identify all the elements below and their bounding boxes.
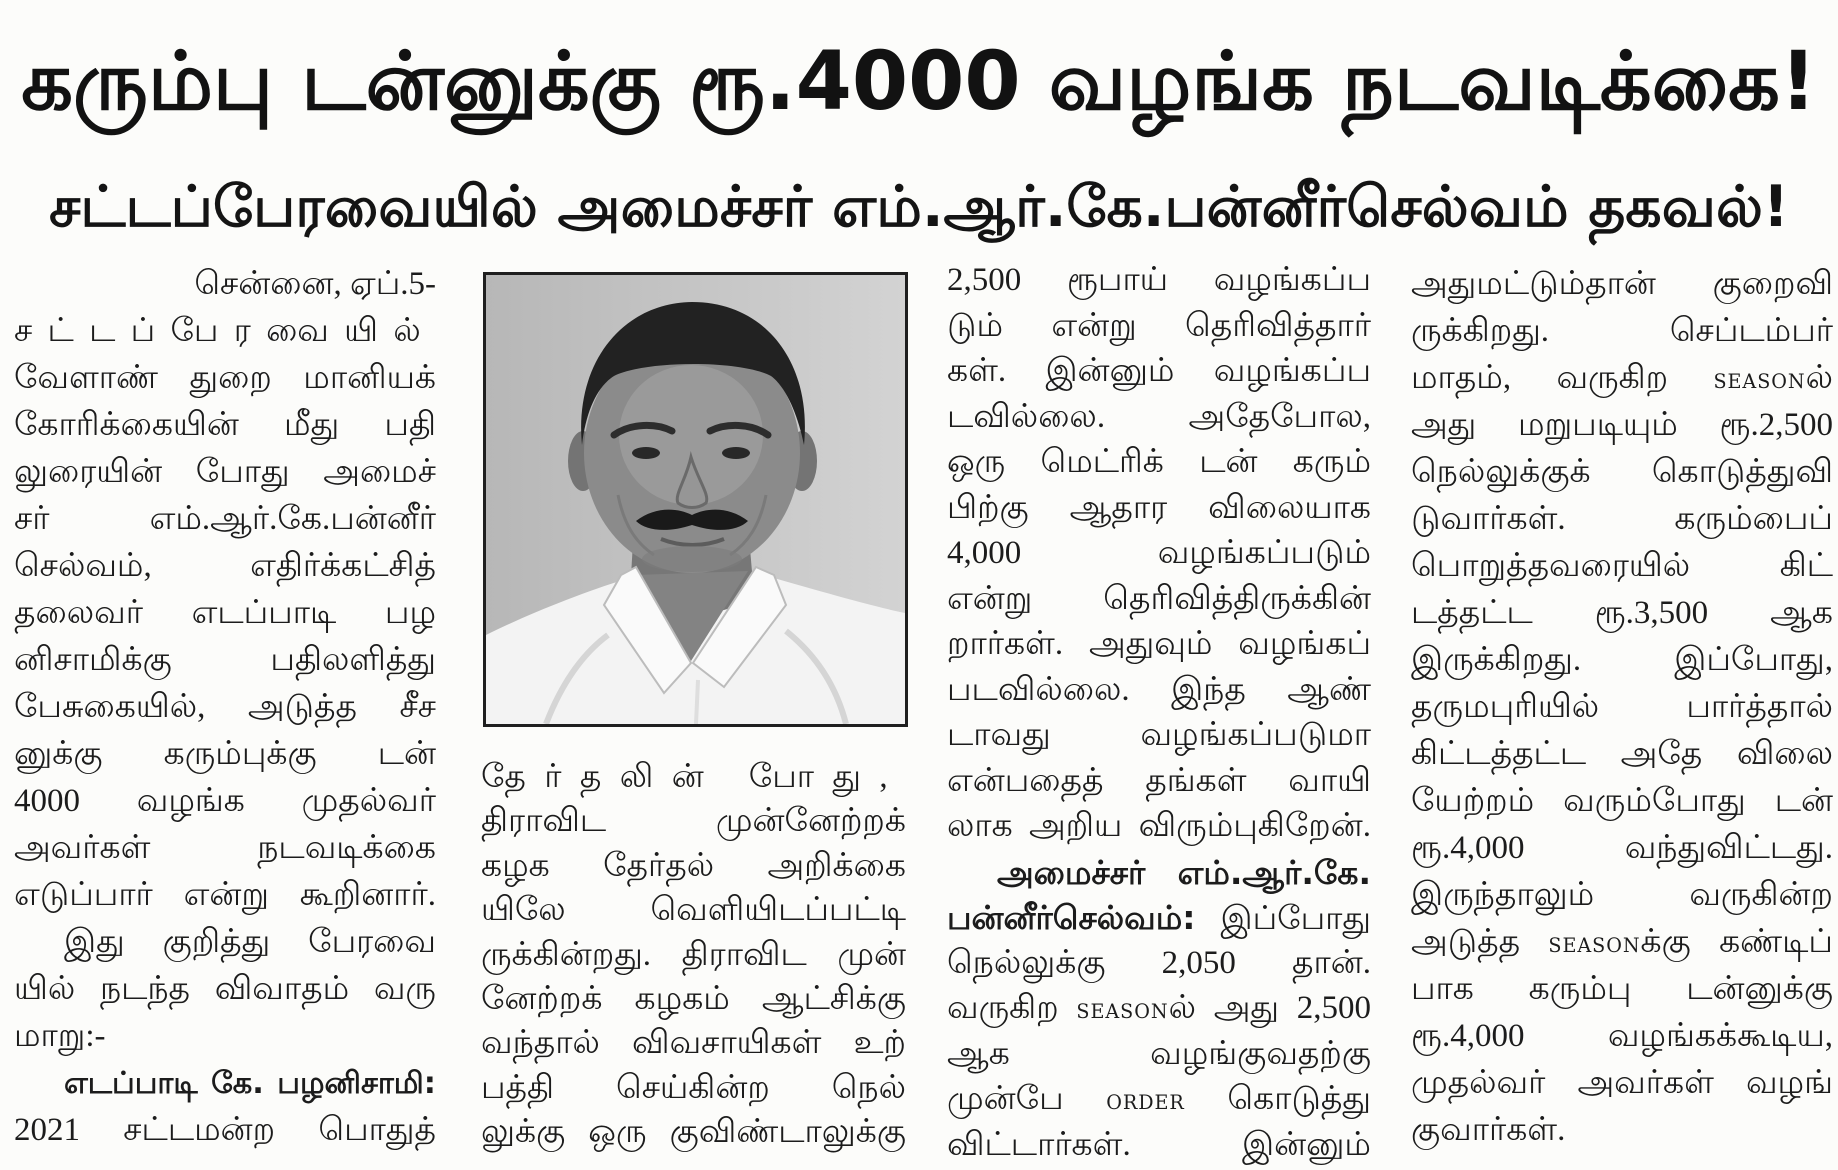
body-text-line: செல்வம், எதிர்க்கட்சித் xyxy=(14,548,436,584)
english-word: ORDER xyxy=(1106,1091,1185,1114)
body-text-line: கள். இன்னும் வழங்கப்ப xyxy=(947,353,1371,389)
body-text-line: திராவிட முன்னேற்றக் xyxy=(481,803,906,840)
body-text-line: டாவது வழங்கப்படுமா xyxy=(947,717,1371,753)
dateline: சென்னை, ஏப்.5- xyxy=(194,266,436,302)
body-text-line: பத்தி செய்கின்ற நெல் xyxy=(481,1069,906,1106)
body-text-line: டும் என்று தெரிவித்தார் xyxy=(947,307,1371,344)
body-text-line: டுவார்கள். கரும்பைப் xyxy=(1411,501,1833,537)
article-column-2 xyxy=(481,755,906,1155)
body-text-line: முதல்வர் அவர்கள் வழங் xyxy=(1411,1065,1833,1101)
body-text-line: கழக தேர்தல் அறிக்கை xyxy=(481,847,906,884)
body-text-line: என்று தெரிவித்திருக்கின் xyxy=(947,580,1371,617)
body-text-line: றார்கள். அதுவும் வழங்கப் xyxy=(947,626,1371,662)
body-text-line: படவில்லை. இந்த ஆண் xyxy=(947,671,1371,708)
body-text-line: யேற்றம் வரும்போது டன் xyxy=(1411,783,1833,819)
body-text-line: னேற்றக் கழகம் ஆட்சிக்கு xyxy=(481,980,906,1017)
eye-left xyxy=(632,447,660,459)
body-text-line: லுக்கு ஒரு குவிண்டாலுக்கு xyxy=(481,1114,906,1151)
body-text-line: டவில்லை. அதேபோல, xyxy=(947,398,1371,435)
body-text-line: னுக்கு கரும்புக்கு டன் xyxy=(14,736,436,772)
body-text-line: எடுப்பார் என்று கூறினார். xyxy=(14,877,436,913)
eye-right xyxy=(722,447,750,459)
body-text-line: 4,000 வழங்கப்படும் xyxy=(947,535,1371,571)
body-text-line xyxy=(947,1077,1371,1123)
shirt-placket xyxy=(696,680,698,724)
body-text-line: ஒரு மெட்ரிக் டன் கரும் xyxy=(947,444,1371,480)
body-text-line: பாக கரும்பு டன்னுக்கு xyxy=(1411,971,1833,1007)
body-text-line: இருந்தாலும் வருகின்ற xyxy=(1411,877,1833,913)
body-text-line: என்பதைத் தங்கள் வாயி xyxy=(947,762,1371,799)
body-text-line: தலைவர் எடப்பாடி பழ xyxy=(14,595,436,631)
body-text-line: வேளாண் துறை மானியக் xyxy=(14,360,436,396)
body-text-line: னிசாமிக்கு பதிலளித்து xyxy=(14,642,436,678)
body-text-line: பிற்கு ஆதார விலையாக xyxy=(947,489,1371,526)
speaker-label: அமைச்சர் எம்.ஆர்.கே. xyxy=(997,852,1371,892)
body-text-line xyxy=(1411,919,1833,966)
body-text-line: பேசுகையில், அடுத்த சீச xyxy=(14,689,436,725)
speaker-label: எடப்பாடி கே. பழனிசாமி: xyxy=(64,1066,436,1101)
body-text-line: யில் நடந்த விவாதம் வரு xyxy=(14,971,436,1007)
body-text-line: ருக்கிறது. செப்டம்பர் xyxy=(1411,313,1833,349)
portrait-illustration xyxy=(486,275,905,724)
body-text-line: பொறுத்தவரையில் கிட் xyxy=(1411,548,1833,584)
body-text-line: 2,500 ரூபாய் வழங்கப்ப xyxy=(947,262,1371,298)
body-text-line: குவார்கள். xyxy=(1411,1112,1566,1148)
body-text-line: சர் எம்.ஆர்.கே.பன்னீர் xyxy=(14,501,436,537)
body-text-line: 4000 வழங்க முதல்வர் xyxy=(14,783,436,819)
english-word: SEASON xyxy=(1076,1000,1169,1023)
chin-shadow xyxy=(642,546,742,572)
text-segment: வருகிற xyxy=(947,990,1077,1026)
headline xyxy=(19,18,1819,146)
text-segment: அடுத்த xyxy=(1411,924,1549,960)
body-text-line xyxy=(947,895,1371,941)
body-text-line: டத்தட்ட ரூ.3,500 ஆக xyxy=(1411,595,1833,631)
body-text-line: அவர்கள் நடவடிக்கை xyxy=(14,830,436,866)
text-segment: ல் xyxy=(1805,360,1833,396)
body-text-line: சட்டப்பேரவையில் xyxy=(14,313,436,349)
text-segment: முன்பே xyxy=(947,1081,1107,1117)
body-text-line: ரூ.4,000 வழங்கக்கூடிய, xyxy=(1411,1018,1833,1054)
body-text-line: தருமபுரியில் பார்த்தால் xyxy=(1411,689,1833,725)
subheadline xyxy=(19,168,1819,246)
subheadline-text: சட்டப்பேரவையில் அமைச்சர் எம்.ஆர்.கே.பன்னீர்செல்வம் தகவல்! xyxy=(49,174,1789,240)
text-segment: கொடுத்து xyxy=(1184,1081,1371,1117)
text-segment: ல் அது 2,500 xyxy=(1168,990,1371,1026)
body-text-line: ருக்கின்றது. திராவிட முன் xyxy=(481,936,906,973)
body-text-line: மாறு:- xyxy=(14,1018,106,1054)
body-text-line: வந்தால் விவசாயிகள் உற் xyxy=(481,1025,906,1062)
body-text-line: ஆக வழங்குவதற்கு xyxy=(947,1035,1371,1072)
speaker-label: பன்னீர்செல்வம்: xyxy=(947,898,1196,937)
body-text-line: கிட்டத்தட்ட அதே விலை xyxy=(1411,736,1833,772)
text-segment: க்கு கண்டிப் xyxy=(1640,924,1833,960)
body-text-line: கோரிக்கையின் மீது பதி xyxy=(14,407,436,443)
body-text-line xyxy=(1411,355,1833,402)
english-word: SEASON xyxy=(1548,934,1641,957)
portrait-photo xyxy=(483,272,908,727)
article-column-4 xyxy=(1411,261,1833,1154)
article-column-1 xyxy=(14,261,436,1154)
text-segment: மாதம், வருகிற xyxy=(1411,360,1714,396)
body-text-line: ரூ.4,000 வந்துவிட்டது. xyxy=(1411,830,1833,866)
english-word: SEASON xyxy=(1713,370,1806,393)
body-text-line: லாக அறிய விரும்புகிறேன். xyxy=(947,808,1371,844)
body-text-line: அதுமட்டும்தான் குறைவி xyxy=(1411,266,1833,302)
body-text-line xyxy=(947,986,1371,1032)
body-text-line: நெல்லுக்குக் கொடுத்துவி xyxy=(1411,454,1833,490)
body-text-line: இது குறித்து பேரவை xyxy=(64,924,436,960)
body-text-line: விட்டார்கள். இன்னும் xyxy=(947,1126,1371,1163)
headline-text: கரும்பு டன்னுக்கு ரூ.4000 வழங்க நடவடிக்கை! xyxy=(21,35,1817,129)
body-text-line: நெல்லுக்கு 2,050 தான். xyxy=(947,944,1371,981)
body-text-line: லுரையின் போது அமைச் xyxy=(14,454,436,490)
body-text-line: இருக்கிறது. இப்போது, xyxy=(1411,642,1833,678)
body-text-line: அது மறுபடியும் ரூ.2,500 xyxy=(1411,407,1833,443)
body-text-line: யிலே வெளியிடப்பட்டி xyxy=(481,892,906,929)
text-segment: இப்போது xyxy=(1195,901,1371,937)
body-text-line: தேர்தலின் போது, xyxy=(481,759,906,795)
body-text-line: 2021 சட்டமன்ற பொதுத் xyxy=(14,1112,436,1148)
article-column-3 xyxy=(947,258,1371,1168)
